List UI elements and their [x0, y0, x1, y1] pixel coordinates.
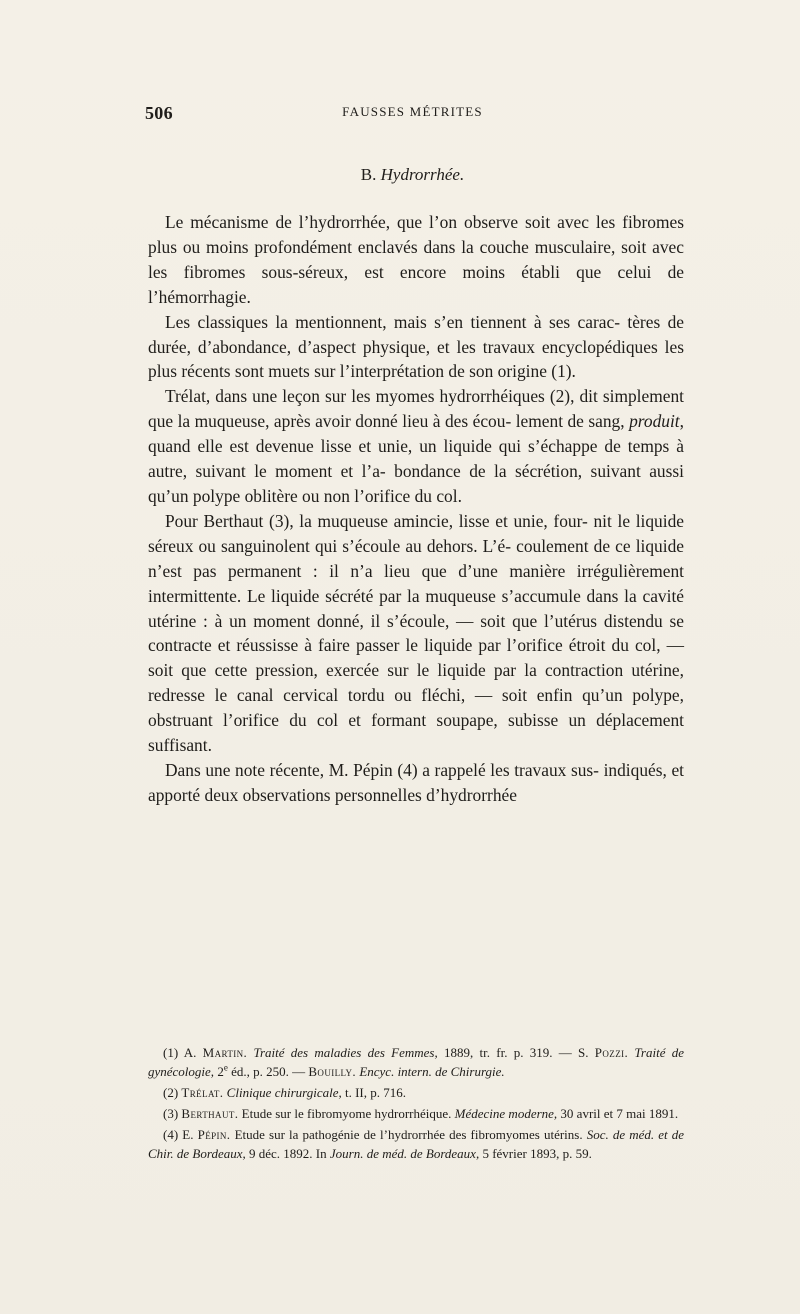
footnote-3: (3) Berthaut. Etude sur le fibromyome hydrorrhéique. Médecine moderne, 30 avril et 7 mai 1891.	[163, 1106, 679, 1121]
footnote-author: Pépin.	[197, 1127, 231, 1142]
footnote-title: Traité de gynécologie,	[148, 1045, 685, 1079]
footnote-author: Pozzi.	[594, 1045, 629, 1060]
paragraph-2: Les classiques la mentionnent, mais s’en tiennent à ses carac- tères de durée, d’abondance, d’aspect physique, et les travaux encyclopédiques les plus récents sont muets sur l’interprétation de son origine (1).	[148, 311, 684, 382]
paragraph-3	[148, 384, 684, 509]
paragraph-3-part-b: , quand elle est devenue lisse et unie, un liquide qui s’échappe de temps à autre, suivant le moment et l’a- bondance de la sécrétion, suivant aussi qu’un polype oblitère ou non l’orifice du col.	[148, 411, 684, 506]
footnote-journal: Journ. de méd. de Bordeaux,	[329, 1146, 480, 1161]
paragraph-5: Dans une note récente, M. Pépin (4) a rappelé les travaux sus- indiqués, et apporté deux observations personnelles d’hydrorrhée	[148, 759, 684, 805]
footnote-author: Berthaut.	[181, 1106, 239, 1121]
footnote-4: (4) E. Pépin. Etude sur la pathogénie de l’hydrorrhée des fibromyomes utérins. Soc. de méd. et de Chir. de Bordeaux, 9 déc. 1892. In Journ. de méd. de Bordeaux, 5 février 1893, p. 59.	[148, 1127, 684, 1161]
footnote-title: Encyc. intern. de Chirurgie.	[359, 1064, 505, 1079]
footnote-2: (2) Trélat. Clinique chirurgicale, t. II, p. 716.	[163, 1085, 407, 1100]
section-heading	[145, 165, 680, 185]
footnotes	[148, 1043, 684, 1165]
section-letter: B.	[360, 165, 377, 184]
paragraph-1: Le mécanisme de l’hydrorrhée, que l’on observe soit avec les fibromes plus ou moins profondément enclavés dans la couche musculaire, soit avec les fibromes sous-séreux, est encore moins établi que celui de l’hémorrhagie.	[148, 212, 684, 307]
footnote-author: Martin.	[202, 1045, 248, 1060]
body-text	[148, 210, 684, 808]
section-title: Hydrorrhée.	[380, 165, 465, 184]
page-number: 506	[145, 103, 173, 123]
footnote-society: Soc. de méd. et de Chir. de Bordeaux,	[148, 1127, 684, 1161]
paragraph-3-part-a: Trélat, dans une leçon sur les myomes hydrorrhéiques (2), dit simplement que la muqueuse, après avoir donné lieu à des écou- lement de sang,	[148, 386, 684, 432]
paragraph-3-italic: produit	[629, 411, 680, 432]
running-head	[145, 103, 680, 127]
footnote-author: Bouilly.	[308, 1064, 357, 1079]
running-title: FAUSSES MÉTRITES	[342, 104, 483, 119]
footnote-author: Trélat.	[181, 1085, 224, 1100]
paragraph-4: Pour Berthaut (3), la muqueuse amincie, lisse et unie, four- nit le liquide séreux ou sanguinolent qui s’écoule au dehors. L’é- coulement de ce liquide n’est pas permanent : il n’a lieu que d’une manière irrégulièrement intermittente. Le liquide sécrété par la muqueuse s’accumule dans la cavité utérine : à un moment donné, il s’écoule, — soit que l’utérus distendu se contracte et réussisse à faire passer le liquide par l’orifice étroit du col, — soit que cette pression, exercée sur le liquide par la contraction utérine, redresse le canal cervical tordu ou fléchi, — soit enfin qu’un polype, obstruant l’orifice du col et formant soupape, subisse un déplacement suffisant.	[148, 510, 684, 756]
footnote-journal: Médecine moderne,	[454, 1106, 558, 1121]
footnote-title: Clinique chirurgicale,	[226, 1085, 342, 1100]
footnote-title: Traité des maladies des Femmes,	[253, 1045, 438, 1060]
footnote-1: (1) A. Martin. Traité des maladies des Femmes, 1889, tr. fr. p. 319. — S. Pozzi. Traité de gynécologie, 2e éd., p. 250. — Bouilly. Encyc. intern. de Chirurgie.	[148, 1045, 685, 1079]
